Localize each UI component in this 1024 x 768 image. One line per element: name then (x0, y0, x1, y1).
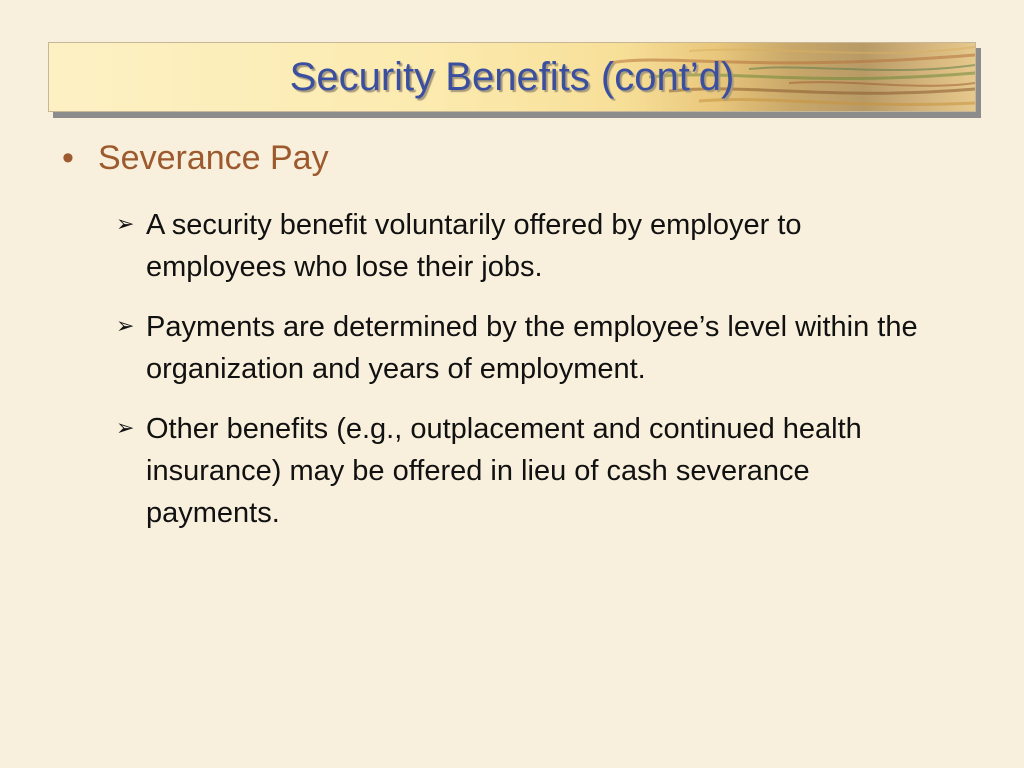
bullet-severance-pay (62, 138, 329, 178)
sub-bullet-item (116, 306, 936, 390)
arrow-bullet-icon: ➢ (116, 416, 135, 441)
sub-bullet-text: A security benefit voluntarily offered by employer to employees who lose their jobs. (146, 209, 802, 283)
arrow-bullet-icon: ➢ (116, 212, 135, 237)
sub-bullet-item (116, 204, 936, 288)
sub-bullet-item (116, 408, 936, 534)
slide-title: Security Benefits (cont’d) (289, 55, 735, 99)
sub-bullet-text: Other benefits (e.g., outplacement and continued health insurance) may be offered in lieu of cash severance payments. (146, 413, 862, 529)
bullet-label: Severance Pay (98, 139, 329, 177)
arrow-bullet-icon: ➢ (116, 314, 135, 339)
bullet-dot-icon: • (62, 139, 74, 177)
sub-bullet-text: Payments are determined by the employee’s level within the organization and years of employment. (146, 311, 918, 385)
title-banner (48, 42, 976, 112)
